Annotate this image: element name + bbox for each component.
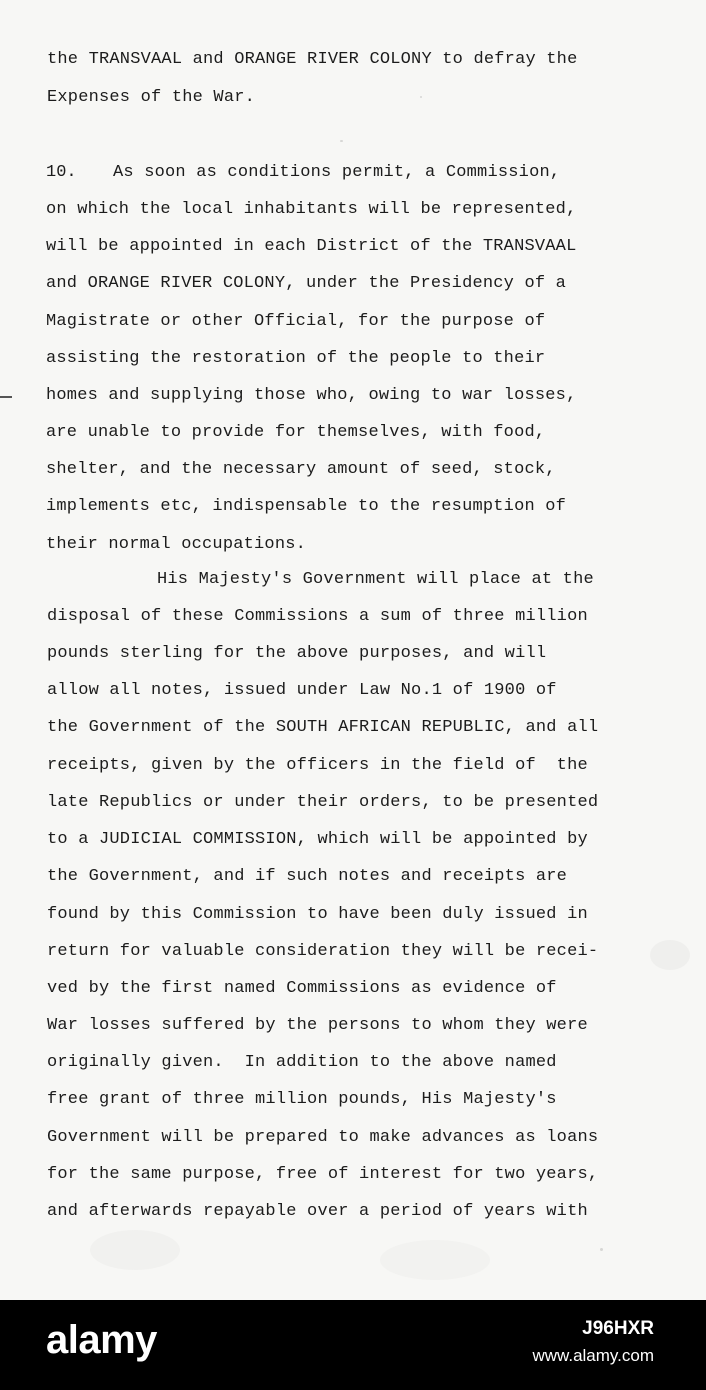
paragraph-line: and afterwards repayable over a period of years with xyxy=(47,1202,588,1221)
paragraph-line: for the same purpose, free of interest for two years, xyxy=(47,1165,599,1184)
section-line: their normal occupations. xyxy=(46,535,307,554)
section-line: implements etc, indispensable to the resumption of xyxy=(46,497,567,516)
paragraph-line: War losses suffered by the persons to whom they were xyxy=(47,1016,588,1035)
section-line: assisting the restoration of the people to their xyxy=(46,349,546,368)
paragraph-line: found by this Commission to have been duly issued in xyxy=(47,905,588,924)
section-line: and ORANGE RIVER COLONY, under the Presidency of a xyxy=(46,274,567,293)
section-line: homes and supplying those who, owing to war losses, xyxy=(46,386,577,405)
paragraph-line: allow all notes, issued under Law No.1 of 1900 of xyxy=(47,681,557,700)
paragraph-line: to a JUDICIAL COMMISSION, which will be appointed by xyxy=(47,830,588,849)
paragraph-line: receipts, given by the officers in the field of the xyxy=(47,756,588,775)
paragraph-line: Government will be prepared to make advances as loans xyxy=(47,1128,599,1147)
alamy-logo: alamy xyxy=(46,1318,157,1362)
section-line: on which the local inhabitants will be represented, xyxy=(46,200,577,219)
scan-speck xyxy=(90,1230,180,1270)
section-line: shelter, and the necessary amount of seed, stock, xyxy=(46,460,556,479)
paragraph-line: the Government of the SOUTH AFRICAN REPUBLIC, and all xyxy=(47,718,599,737)
paragraph-line: disposal of these Commissions a sum of three million xyxy=(47,607,588,626)
paragraph-line: the Government, and if such notes and receipts are xyxy=(47,867,568,886)
paragraph-line: the TRANSVAAL and ORANGE RIVER COLONY to defray the xyxy=(47,50,578,69)
section-line: Magistrate or other Official, for the purpose of xyxy=(46,312,546,331)
paragraph-line: late Republics or under their orders, to be presented xyxy=(47,793,599,812)
paragraph-line: return for valuable consideration they will be recei- xyxy=(47,942,599,961)
scan-speck xyxy=(600,1248,603,1251)
scan-speck xyxy=(380,1240,490,1280)
site-url: www.alamy.com xyxy=(532,1346,654,1365)
section-line: will be appointed in each District of the TRANSVAAL xyxy=(46,237,577,256)
scan-speck xyxy=(650,940,690,970)
section-line: are unable to provide for themselves, with food, xyxy=(46,423,546,442)
scan-speck xyxy=(340,140,343,142)
paragraph-line: His Majesty's Government will place at the xyxy=(157,570,594,589)
margin-mark xyxy=(0,396,12,398)
image-id: J96HXR xyxy=(582,1318,654,1339)
paragraph-line: pounds sterling for the above purposes, and will xyxy=(47,644,547,663)
scan-speck xyxy=(420,96,422,98)
section-line: As soon as conditions permit, a Commission, xyxy=(113,163,561,182)
paragraph-line: originally given. In addition to the above named xyxy=(47,1053,557,1072)
section-number: 10. xyxy=(46,163,77,182)
paragraph-line: Expenses of the War. xyxy=(47,88,256,107)
paragraph-line: ved by the first named Commissions as evidence of xyxy=(47,979,557,998)
paragraph-line: free grant of three million pounds, His Majesty's xyxy=(47,1090,557,1109)
